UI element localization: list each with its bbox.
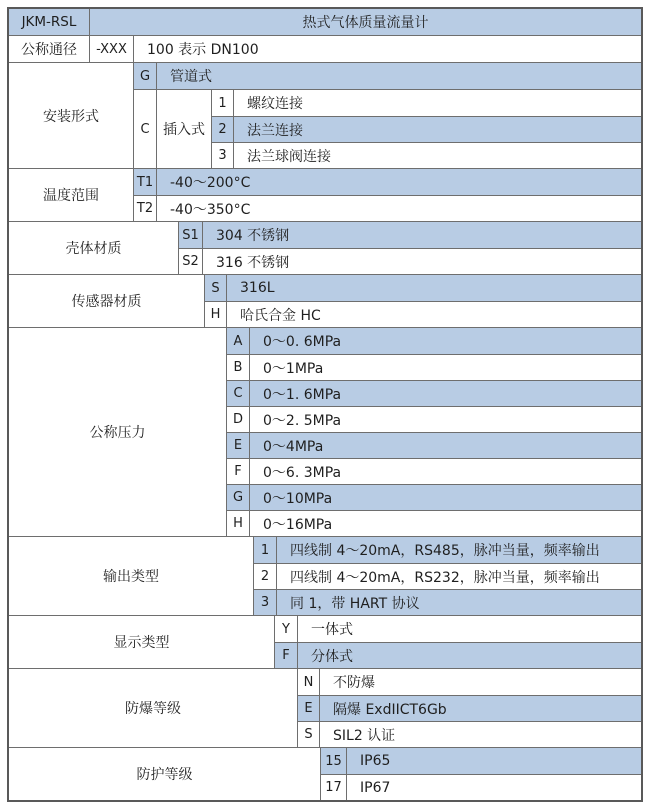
label-temperature: 温度范围 bbox=[9, 169, 134, 221]
table-row bbox=[254, 537, 641, 563]
desc-cell: -40～350°C bbox=[170, 201, 251, 218]
table-row bbox=[298, 695, 641, 721]
code-cell: S2 bbox=[179, 249, 203, 274]
desc-cell: 法兰球阀连接 bbox=[247, 148, 331, 165]
desc-cell: -40～200°C bbox=[170, 175, 251, 191]
table-row bbox=[227, 354, 641, 380]
label-pressure: 公称压力 bbox=[9, 328, 227, 536]
table-row bbox=[205, 275, 641, 301]
section-display-type bbox=[9, 615, 641, 668]
label-sensor-material: 传感器材质 bbox=[9, 275, 205, 327]
desc-cell: IP65 bbox=[360, 753, 391, 769]
code-cell: G bbox=[134, 63, 157, 89]
table-row bbox=[227, 328, 641, 354]
table-row bbox=[227, 484, 641, 510]
code-cell: 15 bbox=[321, 748, 347, 774]
desc-cell: 0～0. 6MPa bbox=[263, 334, 342, 350]
label-protection-rating: 防护等级 bbox=[9, 748, 321, 800]
table-row bbox=[179, 222, 641, 248]
table-row bbox=[227, 432, 641, 458]
insertion-name: 插入式 bbox=[157, 90, 212, 168]
code-cell: 1 bbox=[212, 90, 234, 116]
desc-cell: 0～2. 5MPa bbox=[263, 412, 342, 429]
code-cell: 3 bbox=[254, 590, 277, 615]
desc-cell: 0～1MPa bbox=[263, 360, 324, 377]
section-sensor-material bbox=[9, 274, 641, 327]
code-cell: 3 bbox=[212, 143, 234, 168]
code-cell: 2 bbox=[212, 117, 234, 142]
section-explosion-proof bbox=[9, 668, 641, 747]
code-cell: F bbox=[227, 459, 250, 484]
table-row bbox=[227, 406, 641, 432]
desc-cell: 304 不锈钢 bbox=[216, 228, 290, 244]
section-temperature bbox=[9, 168, 641, 221]
code-cell: E bbox=[227, 433, 250, 458]
table-row bbox=[321, 774, 641, 800]
code-cell: H bbox=[227, 511, 250, 536]
code-cell: G bbox=[227, 485, 250, 510]
code-cell: 2 bbox=[254, 564, 277, 589]
code-cell: 1 bbox=[254, 537, 277, 563]
desc-cell: 0～1. 6MPa bbox=[263, 386, 342, 403]
product-model: JKM-RSL bbox=[9, 9, 90, 35]
code-cell: S bbox=[298, 722, 320, 747]
table-row bbox=[179, 248, 641, 274]
table-row bbox=[298, 721, 641, 747]
code-cell: -XXX bbox=[90, 36, 134, 62]
code-cell: N bbox=[298, 669, 320, 695]
table-row bbox=[212, 116, 641, 142]
code-cell: H bbox=[205, 302, 227, 327]
desc-cell: 分体式 bbox=[311, 648, 353, 665]
desc-cell: 100 表示 DN100 bbox=[147, 42, 259, 58]
table-row bbox=[275, 642, 641, 668]
desc-cell: SIL2 认证 bbox=[333, 727, 396, 744]
table-row bbox=[212, 142, 641, 168]
desc-cell: 螺纹连接 bbox=[247, 96, 303, 112]
desc-cell: 管道式 bbox=[170, 69, 212, 85]
table-row bbox=[212, 90, 641, 116]
section-output-type bbox=[9, 536, 641, 615]
desc-cell: IP67 bbox=[360, 779, 391, 796]
table-row bbox=[205, 301, 641, 327]
section-protection-rating bbox=[9, 747, 641, 800]
code-cell: E bbox=[298, 696, 320, 721]
desc-cell: 隔爆 ExdIICT6Gb bbox=[333, 701, 447, 718]
code-cell: 17 bbox=[321, 775, 347, 800]
table-row bbox=[227, 458, 641, 484]
code-cell: T1 bbox=[134, 169, 157, 195]
table-row bbox=[298, 669, 641, 695]
table-row bbox=[90, 36, 641, 62]
section-pressure bbox=[9, 327, 641, 536]
code-cell: A bbox=[227, 328, 250, 354]
desc-cell: 0～10MPa bbox=[263, 490, 333, 507]
label-explosion-proof: 防爆等级 bbox=[9, 669, 298, 747]
code-cell: C bbox=[227, 381, 250, 406]
section-housing-material bbox=[9, 221, 641, 274]
product-title: 热式气体质量流量计 bbox=[302, 15, 429, 31]
desc-cell: 0～16MPa bbox=[263, 516, 333, 533]
header-row bbox=[9, 9, 641, 35]
table-row bbox=[227, 510, 641, 536]
code-cell: F bbox=[275, 643, 298, 668]
table-row bbox=[134, 169, 641, 195]
table-row bbox=[134, 63, 641, 89]
code-cell: T2 bbox=[134, 196, 157, 221]
code-cell: Y bbox=[275, 616, 298, 642]
code-cell: S1 bbox=[179, 222, 203, 248]
desc-cell: 四线制 4～20mA，RS485，脉冲当量，频率输出 bbox=[290, 543, 600, 559]
desc-cell: 四线制 4～20mA，RS232，脉冲当量，频率输出 bbox=[290, 569, 600, 586]
spec-table bbox=[7, 7, 643, 802]
desc-cell: 哈氏合金 HC bbox=[240, 307, 321, 324]
code-cell: D bbox=[227, 407, 250, 432]
desc-cell: 0～6. 3MPa bbox=[263, 464, 342, 481]
table-row bbox=[321, 748, 641, 774]
desc-cell: 316 不锈钢 bbox=[216, 254, 290, 271]
code-cell: C bbox=[134, 90, 157, 168]
desc-cell: 一体式 bbox=[311, 622, 353, 638]
table-row bbox=[275, 616, 641, 642]
desc-cell: 法兰连接 bbox=[247, 122, 303, 139]
desc-cell: 同 1，带 HART 协议 bbox=[290, 595, 420, 612]
table-row bbox=[134, 195, 641, 221]
code-cell: S bbox=[205, 275, 227, 301]
section-nominal-diameter bbox=[9, 35, 641, 62]
label-housing-material: 壳体材质 bbox=[9, 222, 179, 274]
table-row bbox=[227, 380, 641, 406]
desc-cell: 316L bbox=[240, 280, 275, 296]
insertion-block bbox=[134, 89, 641, 168]
desc-cell: 0～4MPa bbox=[263, 438, 324, 455]
table-row bbox=[254, 589, 641, 615]
label-nominal-diameter: 公称通径 bbox=[9, 36, 90, 62]
desc-cell: 不防爆 bbox=[333, 675, 375, 691]
label-display-type: 显示类型 bbox=[9, 616, 275, 668]
code-cell: B bbox=[227, 355, 250, 380]
section-installation bbox=[9, 62, 641, 168]
table-row bbox=[254, 563, 641, 589]
label-output-type: 输出类型 bbox=[9, 537, 254, 615]
label-installation: 安装形式 bbox=[9, 63, 134, 168]
